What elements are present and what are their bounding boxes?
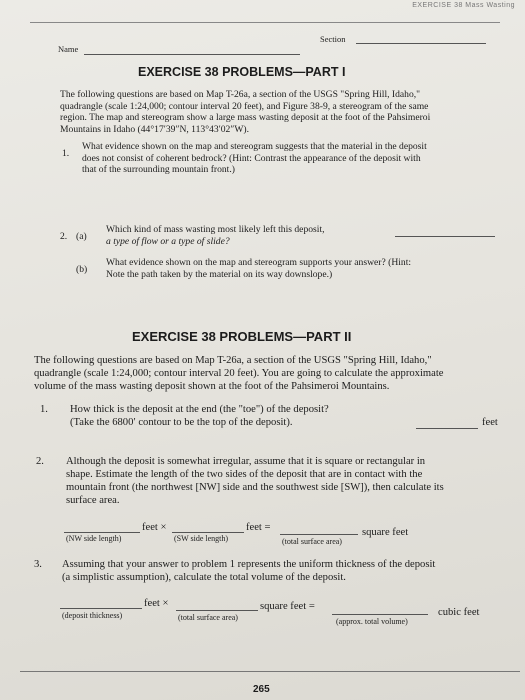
surface-area-field[interactable] <box>280 534 358 535</box>
part2-intro-line: The following questions are based on Map T-26a, a section of the USGS "Spring Hill, Idaho," <box>34 355 432 366</box>
p1-q2b-label: (b) <box>76 264 88 275</box>
deposit-thickness-unit: feet × <box>144 598 169 609</box>
p2-q2-number: 2. <box>36 456 44 467</box>
p2-q2-line: Although the deposit is somewhat irregular, assume that it is square or rectangular in <box>66 456 426 467</box>
total-area-unit: square feet = <box>260 601 315 612</box>
p1-q2a-label: (a) <box>76 231 87 242</box>
part1-intro-line: The following questions are based on Map T-26a, a section of the USGS "Spring Hill, Idaho," <box>60 89 421 100</box>
p2-q2-line: mountain front (the northwest [NW] side and the southwest side [SW]), then calculate its <box>66 482 444 493</box>
p1-q2a-answer-field[interactable] <box>395 236 495 237</box>
p2-q3-number: 3. <box>34 559 42 570</box>
part1-intro-line: region. The map and stereogram show a large mass wasting deposit at the foot of the Pahsimeroi <box>60 112 431 123</box>
p1-q1-line: that of the surrounding mountain front.) <box>82 164 235 175</box>
total-area-field[interactable] <box>176 610 258 611</box>
nw-side-unit: feet × <box>142 522 167 533</box>
p2-q1-unit: feet <box>482 417 498 428</box>
top-rule <box>30 22 500 23</box>
part1-intro-line: quadrangle (scale 1:24,000; contour interval 20 feet), and Figure 38-9, a stereogram of the same <box>60 100 429 112</box>
p1-q2b-line: What evidence shown on the map and stereogram supports your answer? (Hint: <box>106 257 412 268</box>
total-area-label: (total surface area) <box>178 613 238 622</box>
part1-intro <box>60 89 510 135</box>
p2-q1-answer-field[interactable] <box>416 428 478 429</box>
surface-area-label: (total surface area) <box>282 537 342 546</box>
part2-title: EXERCISE 38 PROBLEMS—PART II <box>132 329 352 344</box>
page-number: 265 <box>253 684 270 695</box>
part2-intro-line: volume of the mass wasting deposit shown at the foot of the Pahsimeroi Mountains. <box>34 381 390 392</box>
total-volume-field[interactable] <box>332 614 428 615</box>
p1-q2a-line: Which kind of mass wasting most likely left this deposit, <box>106 224 325 235</box>
p2-q3-line: (a simplistic assumption), calculate the total volume of the deposit. <box>62 572 346 583</box>
p1-q2a-text <box>106 224 406 247</box>
p2-q1-number: 1. <box>40 404 48 415</box>
p2-q1-text <box>70 403 410 429</box>
total-volume-label: (approx. total volume) <box>336 617 408 626</box>
surface-area-unit: square feet <box>362 527 409 538</box>
p2-q2-text <box>66 455 516 507</box>
p1-q2b-text <box>106 257 506 280</box>
p1-q1-line: does not consist of coherent bedrock? (Hint: Contrast the appearance of the deposit with <box>82 152 421 164</box>
part1-title: EXERCISE 38 PROBLEMS—PART I <box>138 65 346 79</box>
p1-q1-line: What evidence shown on the map and stereogram suggests that the material in the deposit <box>82 141 427 152</box>
p2-q1-line: How thick is the deposit at the end (the "toe") of the deposit? <box>70 404 329 415</box>
nw-side-length-field[interactable] <box>64 532 140 533</box>
part1-intro-line: Mountains in Idaho (44°17′39″N, 113°43′02″W). <box>60 123 249 135</box>
bottom-rule <box>20 671 520 672</box>
nw-side-label: (NW side length) <box>66 534 122 543</box>
part2-intro-line: quadrangle (scale 1:24,000; contour interval 20 feet). You are going to calculate the approximate <box>34 368 444 379</box>
part2-intro <box>34 354 514 393</box>
deposit-thickness-field[interactable] <box>60 608 142 609</box>
total-volume-unit: cubic feet <box>438 607 480 618</box>
section-field[interactable] <box>356 43 486 44</box>
p2-q1-line: (Take the 6800′ contour to be the top of the deposit). <box>70 417 293 428</box>
sw-side-unit: feet = <box>246 522 271 533</box>
name-field[interactable] <box>84 54 300 55</box>
p1-q2a-line: a type of flow or a type of slide? <box>106 235 230 247</box>
sw-side-label: (SW side length) <box>174 534 229 543</box>
deposit-thickness-label: (deposit thickness) <box>62 611 123 620</box>
p1-q1-text <box>82 141 502 176</box>
p1-q1-number: 1. <box>62 148 70 159</box>
p2-q2-line: shape. Estimate the length of the two sides of the deposit that are in contact with the <box>66 469 423 480</box>
p1-q2-number: 2. <box>60 231 68 242</box>
sw-side-length-field[interactable] <box>172 532 244 533</box>
p2-q2-line: surface area. <box>66 495 120 506</box>
section-label: Section <box>320 34 346 44</box>
p2-q3-text <box>62 558 517 584</box>
running-header: EXERCISE 38 Mass Wasting <box>412 2 515 9</box>
p1-q2b-line: Note the path taken by the material on its way downslope.) <box>106 268 333 280</box>
p2-q3-line: Assuming that your answer to problem 1 represents the uniform thickness of the deposit <box>62 559 436 570</box>
name-label: Name <box>58 44 79 54</box>
